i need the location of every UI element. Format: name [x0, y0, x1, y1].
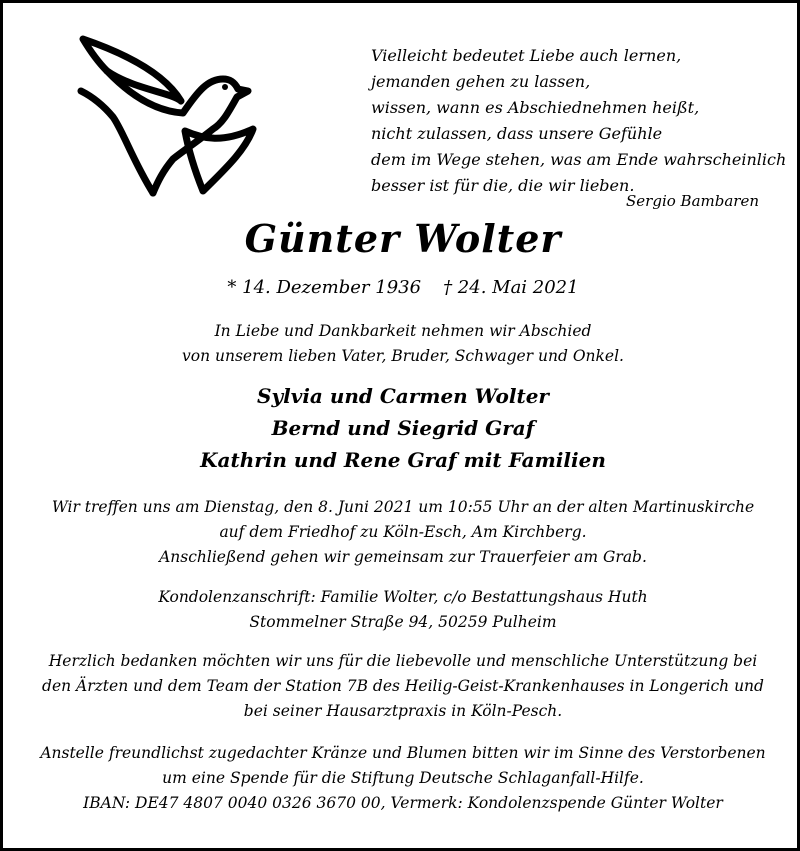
funeral-line: Wir treffen uns am Dienstag, den 8. Juni 2021 um 10:55 Uhr an der alten Martinuskirche	[51, 498, 755, 516]
intro-line: von unserem lieben Vater, Bruder, Schwager und Onkel.	[182, 347, 624, 365]
family-line: Sylvia und Carmen Wolter	[257, 384, 549, 408]
family-line: Bernd und Siegrid Graf	[271, 416, 535, 440]
intro-line: In Liebe und Dankbarkeit nehmen wir Abschied	[214, 322, 592, 340]
family-names	[23, 380, 783, 476]
condolence-address	[23, 585, 783, 635]
poem-line: dem im Wege stehen, was am Ende wahrscheinlich	[371, 150, 787, 169]
intro-text	[23, 319, 783, 369]
thanks-line: den Ärzten und dem Team der Station 7B des Heilig-Geist-Krankenhauses in Longerich und	[42, 677, 764, 695]
thanks-line: bei seiner Hausarztpraxis in Köln-Pesch.	[243, 702, 563, 720]
poem-line: wissen, wann es Abschiednehmen heißt,	[371, 98, 700, 117]
poem	[371, 43, 787, 199]
thanks-text	[23, 649, 783, 724]
donation-text	[23, 741, 783, 816]
birth-date: * 14. Dezember 1936	[227, 277, 422, 298]
funeral-line: auf dem Friedhof zu Köln-Esch, Am Kirchberg.	[219, 523, 587, 541]
poem-author: Sergio Bambaren	[626, 192, 759, 210]
family-line: Kathrin und Rene Graf mit Familien	[200, 448, 606, 472]
poem-line: besser ist für die, die wir lieben.	[371, 176, 635, 195]
donation-line: um eine Spende für die Stiftung Deutsche Schlaganfall-Hilfe.	[162, 769, 644, 787]
poem-line: nicht zulassen, dass unsere Gefühle	[371, 124, 663, 143]
donation-line: Anstelle freundlichst zugedachter Kränze und Blumen bitten wir im Sinne des Verstorbenen	[40, 744, 766, 762]
deceased-name: Günter Wolter	[244, 216, 562, 261]
condolence-line: Kondolenzanschrift: Familie Wolter, c/o Bestattungshaus Huth	[158, 588, 648, 606]
funeral-line: Anschließend gehen wir gemeinsam zur Trauerfeier am Grab.	[159, 548, 647, 566]
dove-icon	[73, 31, 263, 201]
funeral-info	[23, 495, 783, 570]
poem-line: Vielleicht bedeutet Liebe auch lernen,	[371, 46, 682, 65]
life-dates	[23, 275, 783, 301]
death-date: † 24. Mai 2021	[443, 277, 579, 298]
condolence-line: Stommelner Straße 94, 50259 Pulheim	[249, 613, 557, 631]
poem-line: jemanden gehen zu lassen,	[371, 72, 591, 91]
thanks-line: Herzlich bedanken möchten wir uns für die liebevolle und menschliche Unterstützung bei	[48, 652, 758, 670]
donation-line: IBAN: DE47 4807 0040 0326 3670 00, Vermerk: Kondolenzspende Günter Wolter	[83, 794, 723, 812]
